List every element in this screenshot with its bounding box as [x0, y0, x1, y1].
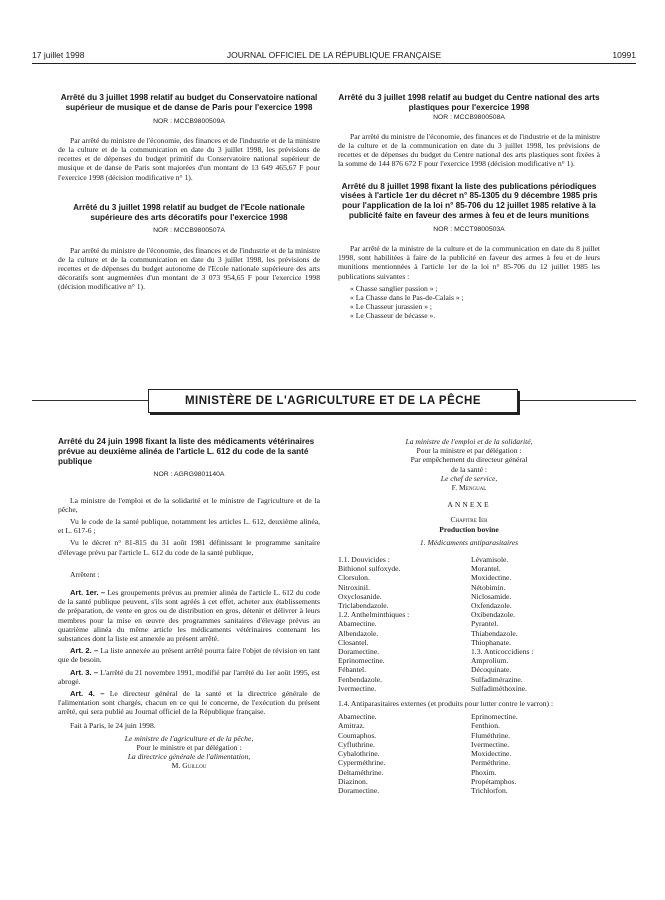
ministry-banner: MINISTÈRE DE L'AGRICULTURE ET DE LA PÊCHE [148, 389, 518, 413]
article-3 [58, 668, 320, 686]
header-journal-title: JOURNAL OFFICIEL DE LA RÉPUBLIQUE FRANÇAISE [226, 50, 442, 60]
list-item: « Chasse sanglier passion » ; [350, 283, 438, 293]
article-label: Art. 3. – [70, 667, 99, 677]
substance-item: Sulfadiméthoxine. [471, 683, 527, 693]
signature-line: Le chef de service, [440, 473, 498, 483]
section-heading: 1. Médicaments antiparasitaires [419, 537, 519, 547]
substance-item: Phoxim. [471, 767, 497, 777]
substance-item: Nétobimin. [471, 582, 506, 592]
article-body: Par arrêté du ministre de l'économie, des finances et de l'industrie et de la ministre de la culture et de la communication en date du 3 juillet 1998, les prévisions de recettes et de dépenses du budget du Centre national des arts plastiques sont fixées à la somme de 144 876 672 F pour l'exercice 1998 (décision modificative n° 1). [338, 131, 600, 169]
substance-column [338, 555, 467, 693]
substance-item: Closantel. [338, 637, 369, 647]
paragraph: Vu le décret n° 81-815 du 31 août 1981 définissant le programme sanitaire d'élevage prévu par l'article L. 612 du code de la santé publique, [58, 538, 320, 557]
substance-item: Deltaméthrine. [338, 767, 384, 777]
list-item: « La Chasse dans le Pas-de-Calais » ; [350, 293, 464, 303]
article-title: Arrêté du 3 juillet 1998 relatif au budget de l'Ecole nationale supérieure des arts décoratifs pour l'exercice 1998 [73, 202, 305, 222]
page-header [32, 50, 636, 64]
signature-line: Par empêchement du directeur général [410, 455, 528, 465]
article-body: Par arrêté du ministre de l'économie, des finances et de l'industrie et de la ministre de la culture et de la communication en date du 3 juillet 1998, les prévisions de recettes et de dépenses du budget autonome de l'Ecole nationale supérieure des arts décoratifs sont augmentées d'un montant de 3 073 954,65 F pour l'exercice 1998 (décision modificative n° 1). [58, 245, 320, 292]
article-title: Arrêté du 24 juin 1998 fixant la liste des médicaments vétérinaires prévue au deuxième alinéa de l'article L. 612 du code de la santé publique [58, 437, 315, 466]
substance-item: Triclabendazole. [338, 601, 389, 611]
substance-item: Amprolium. [471, 656, 509, 666]
signature-line: Pour le ministre et par délégation : [136, 743, 242, 753]
substance-item: Fenthion. [471, 721, 500, 731]
annexe-heading: ANNEXE [447, 500, 491, 510]
substance-item: Abamectine. [338, 619, 377, 629]
nor-reference: NOR : MCCB9800509A [153, 117, 225, 125]
substance-item: Propétamphos. [471, 776, 517, 786]
article-label: Art. 2. – [70, 646, 99, 656]
substance-item: Niclosamide. [471, 591, 512, 601]
substance-item: Trichlorfon. [471, 785, 508, 795]
publication-list [338, 284, 600, 321]
substance-item: Moxidectine. [471, 749, 512, 759]
signature-line: Pour la ministre et par délégation : [416, 446, 522, 456]
chapter-heading: Chapitre Ier [450, 515, 488, 525]
substance-item: Pyrantel. [471, 619, 499, 629]
right-bottom-column [338, 437, 600, 795]
substance-item: Eprinomectine. [471, 712, 518, 722]
substance-item: Morantel. [471, 564, 501, 574]
substance-item: Sulfadimérazine. [471, 674, 523, 684]
substance-item: Cyfluthrine. [338, 739, 375, 749]
left-top-column [58, 93, 320, 295]
header-page-number: 10991 [612, 50, 636, 60]
left-bottom-column [58, 437, 320, 771]
section-heading: 1.4. Antiparasitaires externes (et produits pour lutter contre le varron) : [338, 699, 554, 709]
substance-item: Fenbendazole. [338, 674, 383, 684]
substance-item: Albendazole. [338, 628, 379, 638]
article-body: Par arrêté de la ministre de la culture et de la communication en date du 8 juillet 1998, sont habilitées à faire de la publicité en faveur des armes à feu et de leurs munitions mentionnées à l'article 1er de la loi n° 85-706 du 12 juillet 1985 les publications suivantes : [338, 244, 600, 281]
arretent-label: Arrêtent : [70, 569, 100, 579]
substance-item: Fluméthrine. [471, 730, 511, 740]
article-title: Arrêté du 3 juillet 1998 relatif au budget du Centre national des arts plastiques pour l'exercice 1998 [338, 93, 600, 112]
substance-column [467, 712, 600, 795]
article-title: Arrêté du 8 juillet 1998 fixant la liste des publications périodiques visées à l'article 1er du décret n° 85-1305 du 9 décembre 1985 pris pour l'application de la loi n° 85-706 du 12 juillet 1985 relative à la publicité faite en faveur des armes à feu et de leurs munitions [340, 181, 598, 220]
article-title: Arrêté du 3 juillet 1998 relatif au budget du Conservatoire national supérieur de musique et de danse de Paris pour l'exercice 1998 [60, 93, 318, 112]
article-4 [58, 689, 320, 717]
substance-column [338, 712, 467, 795]
article-text: Le directeur général de la santé et la directrice générale de l'alimentation sont chargés, chacun en ce qui le concerne, de l'exécution du présent arrêté, qui sera publié au Journal officiel de la République française. [58, 689, 320, 717]
article-2 [58, 646, 320, 664]
substance-column [467, 555, 600, 693]
signatory-name: M. Guillou [171, 761, 207, 771]
substance-item: Oxfendazole. [471, 601, 512, 611]
article-1 [58, 588, 320, 643]
article-text: L'arrêté du 21 novembre 1991, modifié par l'arrêté du 1er août 1995, est abrogé. [58, 667, 320, 686]
nor-reference: NOR : MCCB9800507A [153, 227, 225, 235]
list-item: « Le Chasseur de bécasse ». [350, 311, 436, 321]
substance-item: Nitroxinil. [338, 582, 370, 592]
signature-line: La ministre de l'emploi et de la solidarité, [405, 437, 533, 446]
signature-line: de la santé : [450, 464, 488, 474]
right-top-column [338, 93, 600, 321]
nor-reference: NOR : MCCB9800508A [433, 113, 505, 121]
nor-reference: NOR : AGRG9801140A [153, 471, 225, 479]
header-date: 17 juillet 1998 [32, 50, 85, 60]
article-label: Art. 1er. – [70, 588, 106, 598]
article-text: La liste annexée au présent arrêté pourra faire l'objet de révision en tant que de besoin. [58, 646, 320, 665]
article-text: Les groupements prévus au premier alinéa de l'article L. 612 du code de la santé publique peuvent, s'ils sont agréés à cet effet, acheter aux établissements de préparation, de vente en gros ou de distribution en gros, détenir et délivrer à leurs membres pour la mise en œuvre des programmes sanitaires d'élevage prévus au quatrième alinéa du même article les médicaments vétérinaires contenant les substances dont la liste est annexée au présent arrêté. [58, 588, 320, 644]
substance-item: Fébantel. [338, 665, 367, 675]
substance-item: Bithionol sulfoxyde. [338, 564, 401, 574]
signatory-name: F. Mengual [451, 483, 487, 493]
divider [32, 400, 148, 401]
paragraph: La ministre de l'emploi et de la solidarité et le ministre de l'agriculture et de la pêche, [58, 495, 320, 514]
substance-item: 1.3. Anticoccidiens : [471, 647, 534, 657]
substance-list [338, 555, 600, 693]
substance-item: Doramectine. [338, 785, 380, 795]
substance-item: Ivermectine. [471, 739, 510, 749]
paragraph: Vu le code de la santé publique, notamment les articles L. 612, deuxième alinéa, et L. 617-6 ; [58, 517, 320, 536]
substance-item: 1.1. Douvicides : [338, 555, 390, 565]
substance-item: Oxyclosanide. [338, 591, 382, 601]
substance-list [338, 712, 600, 795]
substance-item: Thiophanate. [471, 637, 511, 647]
substance-item: Perméthrine. [471, 758, 511, 768]
substance-item: Coumaphos. [338, 730, 377, 740]
divider [520, 400, 636, 401]
signature-line: La directrice générale de l'alimentation, [127, 752, 251, 762]
list-item: « Le Chasseur jurassien » ; [350, 302, 433, 312]
substance-item: Cyhalothrine. [338, 749, 380, 759]
substance-item: Décoquinate. [471, 665, 512, 675]
substance-item: Oxibendazole. [471, 610, 516, 620]
substance-item: Cyperméthrine. [338, 758, 386, 768]
header-rule [32, 63, 636, 64]
article-label: Art. 4. – [70, 689, 105, 699]
substance-item: Ivermectine. [338, 683, 377, 693]
substance-item: Abamectine. [338, 712, 377, 722]
substance-item: Diazinon. [338, 776, 368, 786]
substance-item: Thiabendazole. [471, 628, 518, 638]
substance-item: Lévamisole. [471, 555, 509, 565]
nor-reference: NOR : MCCT9800503A [433, 225, 505, 233]
substance-item: Moxidectine. [471, 573, 512, 583]
substance-item: Doramectine. [338, 647, 380, 657]
article-body: Par arrêté du ministre de l'économie, des finances et de l'industrie et de la ministre de la culture et de la communication en date du 3 juillet 1998, les prévisions de recettes et de dépenses du budget primitif du Conservatoire national supérieur de musique et de danse de Paris sont majorées d'un montant de 13 649 465,67 F pour l'exercice 1998 (décision modificative n° 1). [58, 135, 320, 182]
signature-place-date: Fait à Paris, le 24 juin 1998. [70, 720, 156, 730]
substance-item: 1.2. Anthelminthiques : [338, 610, 410, 620]
substance-item: Clorsulon. [338, 573, 370, 583]
substance-item: Eprinomectine. [338, 656, 385, 666]
substance-item: Amitraz. [338, 721, 365, 731]
production-heading: Production bovine [439, 524, 499, 534]
signature-line: Le ministre de l'agriculture et de la pêche, [124, 733, 254, 743]
